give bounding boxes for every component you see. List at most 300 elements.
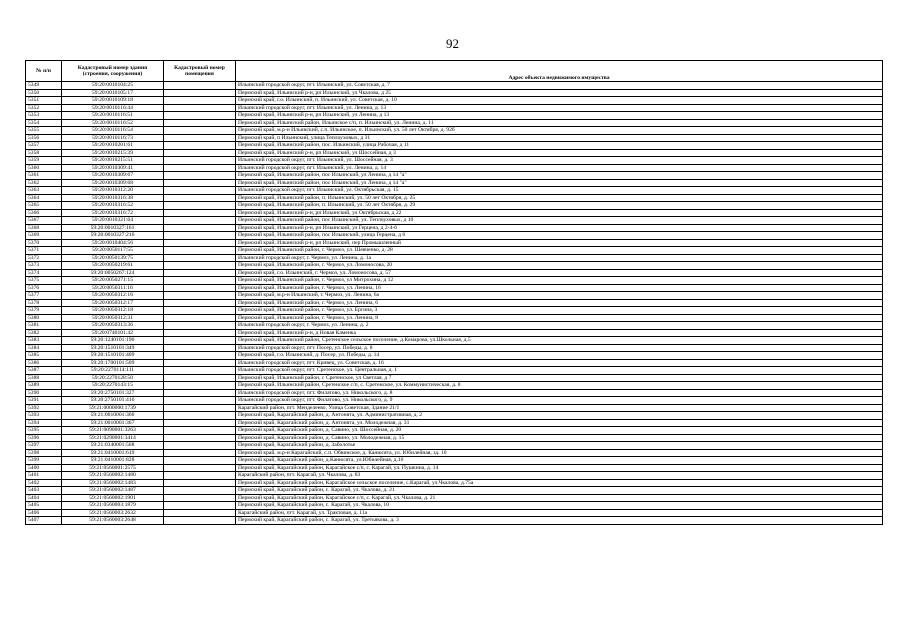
row-number: 5379 <box>26 307 62 315</box>
room-number <box>164 389 236 397</box>
row-number: 5350 <box>26 89 62 97</box>
cadastral-number: 59:20:2270114:111 <box>62 367 164 375</box>
table-row <box>26 427 883 435</box>
address: Пермский край, Ильинский район, Сретенское с/п, с. Сретенское, ул. Коммунистическая, д. 8 <box>236 382 883 390</box>
cadastral-number: 59:21:0410001:828 <box>62 457 164 465</box>
address: Пермский край, Карагайский район, с. Карагай, ул. Третьякова, д. 3 <box>236 517 883 525</box>
table-row <box>26 179 883 187</box>
address: Пермский край, г.о. Ильинский, г. Чермоз, ул. Ломоносова, д. 57 <box>236 269 883 277</box>
address: Пермский край, Ильинский район, пос Ильинский, ул Ленина, д 14 "а" <box>236 172 883 180</box>
cadastral-number: 59:20:0050117:55 <box>62 247 164 255</box>
row-number: 5373 <box>26 262 62 270</box>
row-number: 5375 <box>26 277 62 285</box>
row-number: 5349 <box>26 82 62 90</box>
room-number <box>164 217 236 225</box>
address: Карагайский район, пгт. Менделеево, Улица Советская, Здание 21/1 <box>236 404 883 412</box>
room-number <box>164 142 236 150</box>
cadastral-number: 59:20:0010116:54 <box>62 127 164 135</box>
address: Карагайский район, пгт. Карагай, ул. Чкалова, д. 83 <box>236 472 883 480</box>
cadastral-number: 59:20:1510101:409 <box>62 352 164 360</box>
cadastral-number: 59:20:0010109:18 <box>62 97 164 105</box>
row-number: 5361 <box>26 172 62 180</box>
room-number <box>164 89 236 97</box>
row-number: 5384 <box>26 344 62 352</box>
room-number <box>164 404 236 412</box>
row-number: 5369 <box>26 232 62 240</box>
room-number <box>164 457 236 465</box>
cadastral-number: 59:20:0010316:52 <box>62 202 164 210</box>
address: Пермский край, Карагайский район, д. Савино, ул. Шоссейная, д. 20 <box>236 427 883 435</box>
cadastral-number: 59:20:0010104:25 <box>62 82 164 90</box>
cadastral-number: 59:21:0290001:3414 <box>62 434 164 442</box>
address: Пермский край, Ильинский район, г. Чермоз, ул. Ленина, 16 <box>236 284 883 292</box>
table-row <box>26 142 883 150</box>
row-number: 5395 <box>26 427 62 435</box>
row-number: 5393 <box>26 412 62 420</box>
room-number <box>164 239 236 247</box>
room-number <box>164 254 236 262</box>
room-number <box>164 104 236 112</box>
row-number: 5356 <box>26 134 62 142</box>
row-number: 5392 <box>26 404 62 412</box>
row-number: 5377 <box>26 292 62 300</box>
table-row <box>26 412 883 420</box>
table-row <box>26 359 883 367</box>
row-number: 5385 <box>26 352 62 360</box>
row-number: 5397 <box>26 442 62 450</box>
room-number <box>164 232 236 240</box>
address: Пермский край, Ильинский р-н, рп Ильинский, ул Шоссейная, д 3 <box>236 149 883 157</box>
row-number: 5381 <box>26 322 62 330</box>
room-number <box>164 412 236 420</box>
cadastral-number: 59:20:2750101:416 <box>62 397 164 405</box>
cadastral-number: 59:20:0010404:56 <box>62 239 164 247</box>
row-number: 5386 <box>26 359 62 367</box>
cadastral-number: 59:21:0560003:2648 <box>62 517 164 525</box>
room-number <box>164 517 236 525</box>
row-number: 5389 <box>26 382 62 390</box>
cadastral-number: 59:20:0050312:16 <box>62 292 164 300</box>
cadastral-number: 59:20:0010327:216 <box>62 232 164 240</box>
room-number <box>164 179 236 187</box>
room-number <box>164 479 236 487</box>
cadastral-number: 59:20:0050312:31 <box>62 314 164 322</box>
table-row <box>26 487 883 495</box>
room-number <box>164 464 236 472</box>
address: Ильинский городской округ, пгт. Ильинский, ул. Ленина, д. 14 <box>236 164 883 172</box>
header-cadastral: Кадастровый номер здания (строения, сооружения) <box>62 61 164 82</box>
row-number: 5382 <box>26 329 62 337</box>
cadastral-number: 59:20:0010116:51 <box>62 112 164 120</box>
address: Пермский край, Ильинский район, г. Чермоз, ул. Ленина, 6 <box>236 299 883 307</box>
cadastral-number: 59:20:2270143:15 <box>62 382 164 390</box>
address: Пермский край, м.р-н Карагайский, с.п. Обвинское, д. Канюсята, ул. Юбилейная, зд. 10 <box>236 449 883 457</box>
room-number <box>164 359 236 367</box>
address: Пермский край, Карагайский район, Карагайское с/п, с. Карагай, ул. Пушкина, д. 14 <box>236 464 883 472</box>
room-number <box>164 269 236 277</box>
cadastral-number: 59:21:0560002:1480 <box>62 472 164 480</box>
header-room: Кадастровый номер помещения <box>164 61 236 82</box>
room-number <box>164 164 236 172</box>
row-number: 5360 <box>26 164 62 172</box>
table-row <box>26 127 883 135</box>
page-number: 92 <box>446 36 459 51</box>
table-body <box>26 82 883 525</box>
room-number <box>164 329 236 337</box>
cadastral-number: 59:21:0340001:568 <box>62 442 164 450</box>
row-number: 5366 <box>26 209 62 217</box>
address: Пермский край, Ильинский район, г. Чермоз, ул. Ломоносова, 20 <box>236 262 883 270</box>
table-row <box>26 472 883 480</box>
cadastral-number: 59:21:0560002:1483 <box>62 479 164 487</box>
row-number: 5351 <box>26 97 62 105</box>
row-number: 5370 <box>26 239 62 247</box>
row-number: 5374 <box>26 269 62 277</box>
table-row <box>26 419 883 427</box>
cadastral-number: 59:20:0050267:124 <box>62 269 164 277</box>
room-number <box>164 509 236 517</box>
cadastral-number: 59:20:0010116:44 <box>62 104 164 112</box>
address: Пермский край, Карагайский район, д. Заболотье <box>236 442 883 450</box>
row-number: 5399 <box>26 457 62 465</box>
room-number <box>164 397 236 405</box>
cadastral-number: 59:20:0050219:61 <box>62 262 164 270</box>
address: Пермский край, Карагайский район, с. Карагай, ул. Чкалова, д. 21 <box>236 487 883 495</box>
table-row <box>26 322 883 330</box>
room-number <box>164 367 236 375</box>
room-number <box>164 194 236 202</box>
header-num: № п/п <box>26 61 62 82</box>
room-number <box>164 82 236 90</box>
table-row <box>26 449 883 457</box>
address: Пермский край, Ильинский р-н, рп Ильинский, ул Ленина, д 13 <box>236 112 883 120</box>
address: Ильинский городской округ, пгт. Ильинский, ул. Ленина, д. 13 <box>236 104 883 112</box>
row-number: 5352 <box>26 104 62 112</box>
address: Пермский край, Карагайский район, Карагайское сельское поселение, с.Карагай, ул.Чкалова, д.75а <box>236 479 883 487</box>
room-number <box>164 472 236 480</box>
address: Ильинский городской округ, пгт. Филатово, ул. Никольского, д. 9 <box>236 397 883 405</box>
address: Пермский край, Карагайский район, с. Карагай, ул. Чкалова, 10 <box>236 502 883 510</box>
table-row <box>26 104 883 112</box>
address: Пермский край, Ильинский район, Ильинское с/п, п. Ильинский, ул. Ленина, д. 11 <box>236 119 883 127</box>
table-row <box>26 464 883 472</box>
room-number <box>164 172 236 180</box>
table-row <box>26 112 883 120</box>
cadastral-number: 59:20:0010105:17 <box>62 89 164 97</box>
address: Пермский край, Карагайский район, д. Антонята, ул. Административная, д. 2 <box>236 412 883 420</box>
room-number <box>164 209 236 217</box>
table-row <box>26 164 883 172</box>
table-row <box>26 299 883 307</box>
cadastral-number: 59:20:0050312:18 <box>62 307 164 315</box>
row-number: 5353 <box>26 112 62 120</box>
row-number: 5404 <box>26 494 62 502</box>
cadastral-number: 59:20:2750101:327 <box>62 389 164 397</box>
table-row <box>26 389 883 397</box>
row-number: 5376 <box>26 284 62 292</box>
table-row <box>26 157 883 165</box>
row-number: 5396 <box>26 434 62 442</box>
address: Пермский край, Ильинский р-н, рп Ильинский, ул Герцена, д 2-4-6 <box>236 224 883 232</box>
room-number <box>164 502 236 510</box>
row-number: 5371 <box>26 247 62 255</box>
address: Ильинский городской округ, пгт. Сретенское, ул. Центральная, д. 1 <box>236 367 883 375</box>
table-row <box>26 307 883 315</box>
room-number <box>164 284 236 292</box>
row-number: 5362 <box>26 179 62 187</box>
room-number <box>164 97 236 105</box>
cadastral-number: 59:20:0010116:52 <box>62 119 164 127</box>
address: Пермский край, Ильинский район, п. Ильинский, ул. 50 лет Октября, д. 29 <box>236 202 883 210</box>
table-row <box>26 329 883 337</box>
address: Ильинский городской округ, пгт. Филатово, ул. Никольского, д. 8 <box>236 389 883 397</box>
row-number: 5358 <box>26 149 62 157</box>
cadastral-number: 59:20:0010312:20 <box>62 187 164 195</box>
row-number: 5359 <box>26 157 62 165</box>
address: Пермский край, м.р-н Ильинский, г. Чермоз, ул. Ленина, 6а <box>236 292 883 300</box>
table-row <box>26 134 883 142</box>
address: Пермский край, г.о. Ильинский, д. Посер, ул. Победы, д. 14 <box>236 352 883 360</box>
address: Пермский край, Ильинский район, Сретенское сельское поселение, д.Комарова, ул.Школьная, д.5 <box>236 337 883 345</box>
room-number <box>164 382 236 390</box>
table-row <box>26 382 883 390</box>
table-row <box>26 82 883 90</box>
table-header <box>26 61 883 82</box>
cadastral-number: 59:20:0010215:39 <box>62 149 164 157</box>
row-number: 5407 <box>26 517 62 525</box>
row-number: 5391 <box>26 397 62 405</box>
address: Ильинский городской округ, пгт. Ильинский, ул. Шоссейная, д. 3 <box>236 157 883 165</box>
address: Пермский край, Ильинский р-н, рп Ильинский, пер Промышленный <box>236 239 883 247</box>
cadastral-number: 59:21:0010001:367 <box>62 419 164 427</box>
cadastral-number: 59:20:0050139:75 <box>62 254 164 262</box>
table-row <box>26 187 883 195</box>
address: Пермский край, Ильинский р-н, рп Ильинский, ул Октябрьская, д 22 <box>236 209 883 217</box>
table-row <box>26 224 883 232</box>
address: Пермский край, Карагайский район, д.Канюсята, ул.Юбилейная, д.16 <box>236 457 883 465</box>
cadastral-number: 59:21:0000000:1739 <box>62 404 164 412</box>
address: Карагайский район, пгт. Карагай, ул. Трактовая, д. 11а <box>236 509 883 517</box>
cadastral-number: 59:20:0050312:17 <box>62 299 164 307</box>
address: Пермский край, Ильинский район, г. Чермоз, ул Митрохина, д 12 <box>236 277 883 285</box>
table-row <box>26 172 883 180</box>
cadastral-number: 59:20:0010309:68 <box>62 179 164 187</box>
table-row <box>26 367 883 375</box>
address: Ильинский городской округ, г. Чермоз, ул. Ленина, д. 1а <box>236 254 883 262</box>
row-number: 5378 <box>26 299 62 307</box>
cadastral-number: 59:20:0010215:51 <box>62 157 164 165</box>
room-number <box>164 434 236 442</box>
room-number <box>164 374 236 382</box>
row-number: 5405 <box>26 502 62 510</box>
row-number: 5364 <box>26 194 62 202</box>
row-number: 5388 <box>26 374 62 382</box>
table-row <box>26 517 883 525</box>
room-number <box>164 337 236 345</box>
cadastral-number: 59:20:0010309:67 <box>62 172 164 180</box>
table-row <box>26 374 883 382</box>
table-row <box>26 194 883 202</box>
table-row <box>26 344 883 352</box>
address: Пермский край, Ильинский район, п. Ильинский, ул. 50 лет Октября, д. 25 <box>236 194 883 202</box>
table-row <box>26 434 883 442</box>
table-row <box>26 479 883 487</box>
address: Ильинский городской округ, пгт. Ильинский, ул. Советская, д. 7 <box>236 82 883 90</box>
row-number: 5367 <box>26 217 62 225</box>
room-number <box>164 277 236 285</box>
address: Пермский край, п Ильинский, улица Теплоуховых, д 31 <box>236 134 883 142</box>
cadastral-number: 59:21:0560003:1879 <box>62 502 164 510</box>
address: Пермский край, Карагайский район, д. Антонята, ул. Молодежная, д. 31 <box>236 419 883 427</box>
row-number: 5383 <box>26 337 62 345</box>
row-number: 5401 <box>26 472 62 480</box>
table-row <box>26 494 883 502</box>
room-number <box>164 119 236 127</box>
header-address: Адрес объекта недвижимого имущества <box>236 61 883 82</box>
room-number <box>164 427 236 435</box>
room-number <box>164 419 236 427</box>
table-row <box>26 269 883 277</box>
cadastral-number: 59:21:0090001:3263 <box>62 427 164 435</box>
cadastral-number: 59:20:1240101:190 <box>62 337 164 345</box>
room-number <box>164 314 236 322</box>
cadastral-number: 59:20:0050311:16 <box>62 284 164 292</box>
address: Пермский край, Ильинский район, г. Чермоз, ул. Ленина, 8 <box>236 314 883 322</box>
room-number <box>164 344 236 352</box>
table-row <box>26 502 883 510</box>
address: Пермский край, Карагайский район, д. Савино, ул. Молодежная, д. 15 <box>236 434 883 442</box>
address: Пермский край, м.р-н Ильинский, с.п. Ильинское, п. Ильинский, ул. 50 лет Октября, д. 92б <box>236 127 883 135</box>
room-number <box>164 224 236 232</box>
row-number: 5363 <box>26 187 62 195</box>
room-number <box>164 292 236 300</box>
table-row <box>26 404 883 412</box>
room-number <box>164 202 236 210</box>
cadastral-number: 59:20:0010316:72 <box>62 209 164 217</box>
table-row <box>26 457 883 465</box>
room-number <box>164 149 236 157</box>
address: Пермский край, Ильинский район, пос. Ильинский, улица Рабочая, д 11 <box>236 142 883 150</box>
room-number <box>164 157 236 165</box>
table-row <box>26 209 883 217</box>
table-row <box>26 239 883 247</box>
table-row <box>26 202 883 210</box>
cadastral-number: 59:20:0050271:15 <box>62 277 164 285</box>
room-number <box>164 127 236 135</box>
row-number: 5365 <box>26 202 62 210</box>
row-number: 5398 <box>26 449 62 457</box>
cadastral-number: 59:20:0010309:41 <box>62 164 164 172</box>
room-number <box>164 307 236 315</box>
cadastral-number: 59:21:0410001:619 <box>62 449 164 457</box>
row-number: 5357 <box>26 142 62 150</box>
cadastral-number: 59:20:0010321:64 <box>62 217 164 225</box>
table-row <box>26 119 883 127</box>
address: Ильинский городской округ, пгт. Посер, ул. Победы, д. 8 <box>236 344 883 352</box>
cadastral-number: 59:20:0050313:36 <box>62 322 164 330</box>
row-number: 5402 <box>26 479 62 487</box>
table-row <box>26 277 883 285</box>
cadastral-number: 59:21:0560003:2632 <box>62 509 164 517</box>
address: Пермский край, Ильинский р-н, д Новая Каменка <box>236 329 883 337</box>
row-number: 5355 <box>26 127 62 135</box>
address: Ильинский городской округ, г. Чермоз, ул. Ленина, д. 2 <box>236 322 883 330</box>
row-number: 5394 <box>26 419 62 427</box>
table-row <box>26 352 883 360</box>
row-number: 5403 <box>26 487 62 495</box>
table-row <box>26 314 883 322</box>
table-row <box>26 262 883 270</box>
room-number <box>164 442 236 450</box>
table-row <box>26 217 883 225</box>
room-number <box>164 449 236 457</box>
cadastral-number: 59:21:0560001:2575 <box>62 464 164 472</box>
table-row <box>26 442 883 450</box>
table-row <box>26 247 883 255</box>
cadastral-number: 59:20:0010116:73 <box>62 134 164 142</box>
row-number: 5390 <box>26 389 62 397</box>
room-number <box>164 322 236 330</box>
cadastral-number: 59:21:0010001:366 <box>62 412 164 420</box>
table-row <box>26 149 883 157</box>
address: Ильинский городской округ, пгт. Ильинский, ул. Октябрьская, д. 15 <box>236 187 883 195</box>
cadastral-number: 59:20:1700101:509 <box>62 359 164 367</box>
room-number <box>164 187 236 195</box>
address: Пермский край, Ильинский район, г. Чермоз, ул. Ергина, 3 <box>236 307 883 315</box>
address: Пермский край, Карагайский район, Карагайское с/п, с. Карагай, ул. Чкалова, д. 21 <box>236 494 883 502</box>
address: Пермский край, Ильинский р-н, рп Ильинский, ул Чкалова, д 25 <box>236 89 883 97</box>
room-number <box>164 112 236 120</box>
table-row <box>26 509 883 517</box>
table-row <box>26 292 883 300</box>
row-number: 5400 <box>26 464 62 472</box>
room-number <box>164 262 236 270</box>
row-number: 5380 <box>26 314 62 322</box>
property-table <box>25 60 883 525</box>
cadastral-number: 59:20:0010201:61 <box>62 142 164 150</box>
address: Пермский край, Ильинский район, пос Ильинский, улица Герцена, д 6 <box>236 232 883 240</box>
table-row <box>26 337 883 345</box>
cadastral-number: 59:20:0010327:161 <box>62 224 164 232</box>
address: Пермский край, Ильинский район, пос Ильинский, ул. Теплоуховых, д 10 <box>236 217 883 225</box>
cadastral-number: 59:20:0010316:38 <box>62 194 164 202</box>
room-number <box>164 352 236 360</box>
address: Пермский край, Ильинский район, г. Чермоз, ул. Шевченко, д. 28 <box>236 247 883 255</box>
table-row <box>26 284 883 292</box>
cadastral-number: 59:21:0560002:1487 <box>62 487 164 495</box>
table-row <box>26 254 883 262</box>
room-number <box>164 487 236 495</box>
cadastral-number: 59:21:0560002:1901 <box>62 494 164 502</box>
row-number: 5372 <box>26 254 62 262</box>
row-number: 5368 <box>26 224 62 232</box>
room-number <box>164 299 236 307</box>
table-row <box>26 89 883 97</box>
room-number <box>164 494 236 502</box>
cadastral-number: 59:20:1510101:349 <box>62 344 164 352</box>
table-row <box>26 97 883 105</box>
row-number: 5406 <box>26 509 62 517</box>
cadastral-number: 59:20:0740101:42 <box>62 329 164 337</box>
address: Ильинский городской округ, пгт. Кривец, ул. Советская, д. 16 <box>236 359 883 367</box>
address: Пермский край, г.о. Ильинский, п. Ильинский, ул. Советская, д. 10 <box>236 97 883 105</box>
address: Пермский край, Ильинский район, пос Ильинский, ул Ленина, д 14 "а" <box>236 179 883 187</box>
row-number: 5354 <box>26 119 62 127</box>
table-row <box>26 232 883 240</box>
room-number <box>164 247 236 255</box>
address: Пермский край, Ильинский район, с Сретенское, ул Светлая, д 7 <box>236 374 883 382</box>
table-row <box>26 397 883 405</box>
